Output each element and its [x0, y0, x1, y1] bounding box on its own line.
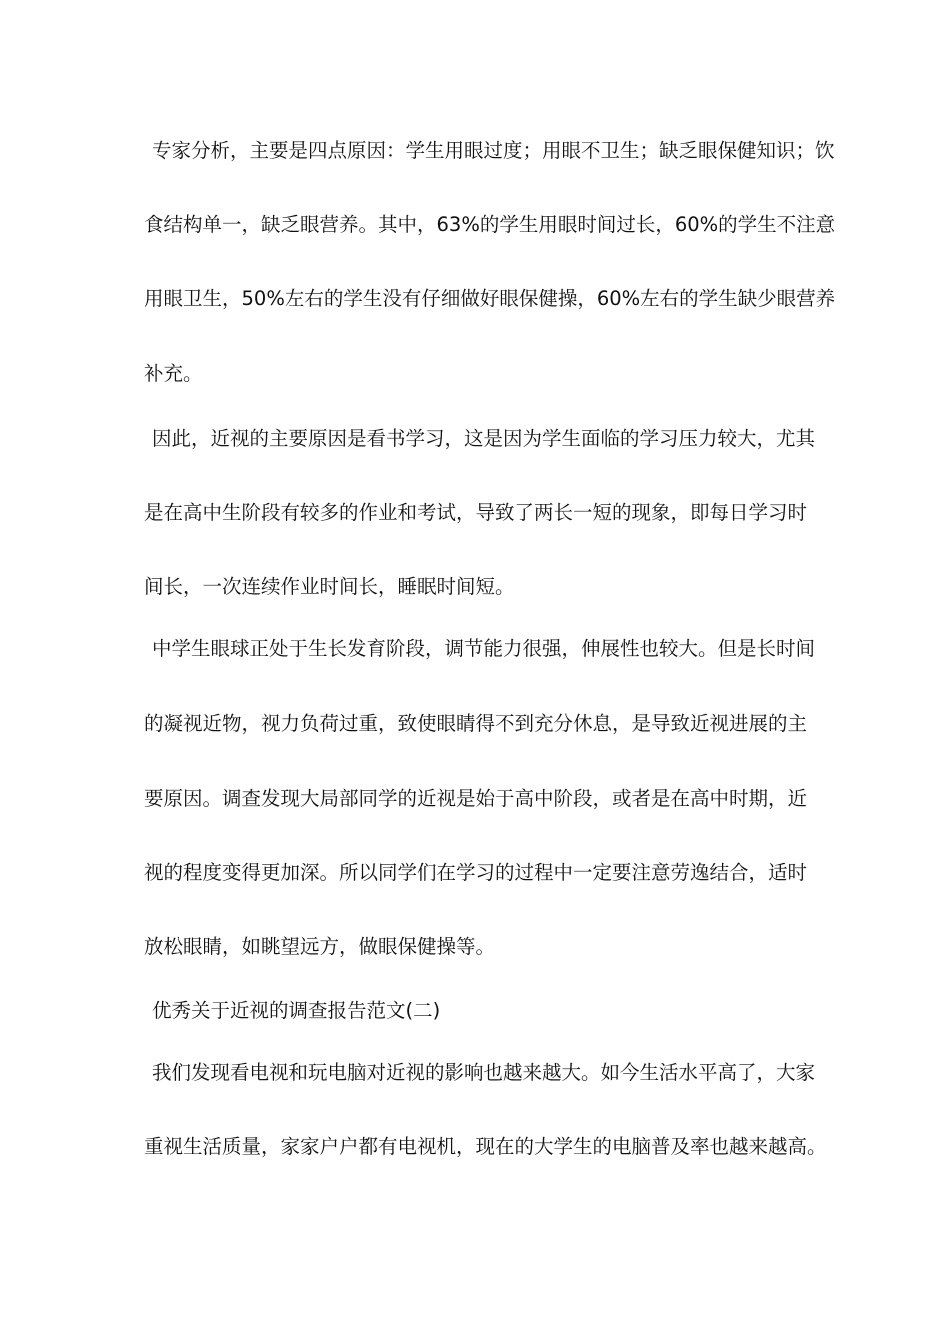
paragraph-line: 间长，一次连续作业时间长，睡眠时间短。	[144, 575, 515, 598]
paragraph-line: 放松眼睛，如眺望远方，做眼保健操等。	[144, 935, 496, 958]
paragraph-line: 我们发现看电视和玩电脑对近视的影响也越来越大。如今生活水平高了，大家	[152, 1061, 816, 1084]
paragraph-line: 用眼卫生，50%左右的学生没有仔细做好眼保健操，60%左右的学生缺少眼营养	[144, 287, 836, 310]
section-heading: 优秀关于近视的调查报告范文(二)	[152, 999, 441, 1022]
paragraph-line: 视的程度变得更加深。所以同学们在学习的过程中一定要注意劳逸结合，适时	[144, 861, 808, 884]
paragraph-line: 专家分析，主要是四点原因：学生用眼过度；用眼不卫生；缺乏眼保健知识；饮	[152, 139, 835, 162]
paragraph-line: 重视生活质量，家家户户都有电视机，现在的大学生的电脑普及率也越来越高。	[144, 1135, 827, 1158]
paragraph-line: 中学生眼球正处于生长发育阶段，调节能力很强，伸展性也较大。但是长时间	[152, 637, 816, 660]
paragraph-line: 因此，近视的主要原因是看书学习，这是因为学生面临的学习压力较大，尤其	[152, 427, 816, 450]
paragraph-line: 补充。	[144, 362, 203, 385]
paragraph-line: 的凝视近物，视力负荷过重，致使眼睛得不到充分休息，是导致近视进展的主	[144, 712, 808, 735]
paragraph-line: 是在高中生阶段有较多的作业和考试，导致了两长一短的现象，即每日学习时	[144, 501, 808, 524]
paragraph-line: 要原因。调查发现大局部同学的近视是始于高中阶段，或者是在高中时期，近	[144, 787, 808, 810]
paragraph-line: 食结构单一，缺乏眼营养。其中，63%的学生用眼时间过长，60%的学生不注意	[144, 213, 836, 236]
